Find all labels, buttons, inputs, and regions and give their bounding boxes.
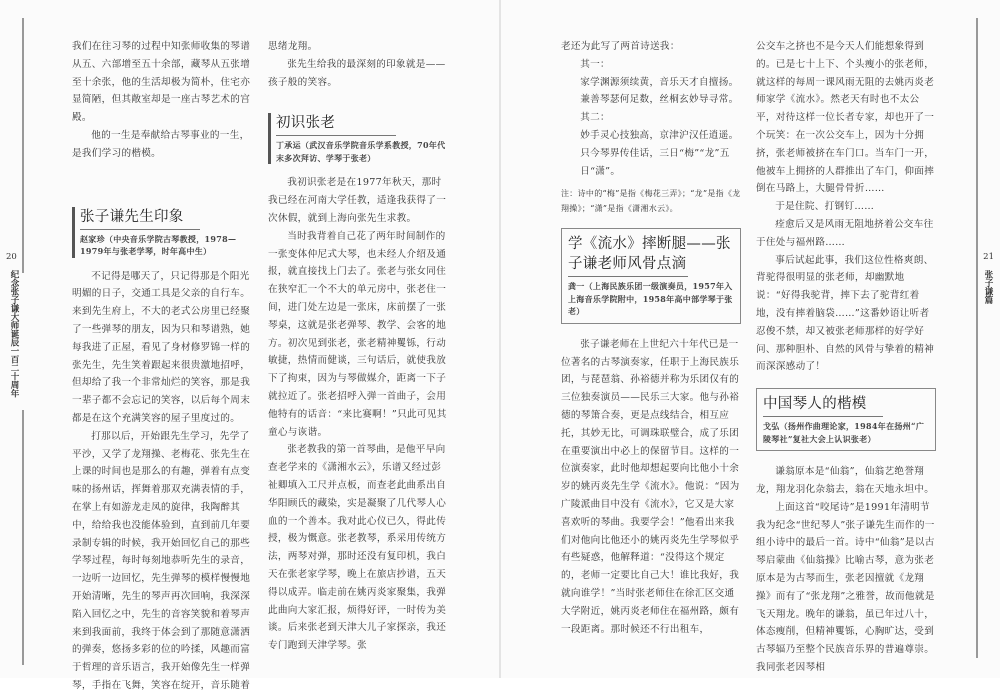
paragraph: 痊愈后又是风雨无阻地挤着公交车往于住处与福州路……: [756, 218, 934, 248]
paragraph: 张先生给我的最深刻的印象就是——孩子般的笑容。: [268, 58, 446, 88]
section-heading: [561, 228, 741, 324]
section-heading: [756, 388, 936, 451]
page-number: 20: [6, 252, 17, 262]
paragraph: 打那以后，开始跟先生学习，先学了平沙，又学了龙翔操、老梅花、张先生在上课的时间也是那么的有趣，弹着有点变味的扬州话，挥舞着那双充满表情的手，在掌上有如游龙走凤的旋律，我陶醉其中，给给我也没能体验到，直到前几年要录制专辑的时候，我开始回忆自己的那些学琴过程，每时每刻地恭听先生的录音，一边听一边回忆，先生弹琴的模样慢慢地开始清晰，先生的琴声再次回响，我深深陷入回忆之中，先生的音容笑貌和着琴声来到我面前，我终于体会到了那随意潇洒的弹奏，悠扬多彩的位的吟揉，风趣而富于哲理的音乐语言，我开始像先生一样弹琴，手指在飞舞，笑容在绽开，音乐随着: [72, 430, 251, 691]
section-byline: 龚一（上海民族乐团一级演奏员，1957年入上海音乐学院附中，1958年高中部学琴于张老）: [568, 281, 733, 317]
paragraph: 事后试起此事，我们这位性格爽朗、背驼得很明显的张老师，却幽默地说：“好得我驼背，摔下去了驼背红着地，没有摔着脑袋……”这番妙语让听者忍俊不禁，却又被张老师那样的好学好问、那种胆朴、自然的风骨与挚着的精神而深深感动了！: [756, 254, 935, 373]
paragraph: 思绪龙翔。: [268, 41, 318, 52]
poem-label: 其一：: [580, 58, 610, 70]
section-byline: 赵家珍（中央音乐学院古琴教授，1978—1979年与张老学琴，时年高中生）: [80, 233, 237, 257]
paragraph: 他的一生是奉献给古琴事业的一生，是我们学习的楷模。: [72, 129, 250, 159]
section-title: 初识张老: [276, 113, 448, 136]
running-title: 纪念张子谦大师诞辰一百二十周年: [9, 270, 19, 398]
left-column-2: [268, 38, 448, 655]
paragraph: 张子谦老师在上世纪六十年代已是一位著名的古琴演奏家，任职于上海民族乐团，与琵琶翁、孙裕德并称为乐团仅有的三位独奏演员——民乐三大家。他与孙裕德的琴箫合奏，更是点线结合，相互应托，其妙无比，可调珠联璧合，成了乐团在重要演出中必上的保留节目。这样的一位演奏家，此时他却想起要向比他小十余岁的姚丙炎先生学《流水》。他说：“因为广陵派曲目中没有《流水》，它又是大家喜欢听的琴曲。我要学会！”他看出来我们对他向比他还小的姚丙炎先生学琴似乎有些疑惑，他解释道：“没得这个规定的，老师一定要比自己大！谁比我好，我就向谁学！”当时张老师住在徐汇区交通大学附近，姚丙炎老师住在福州路，颇有一段距离。那时候还不行出租车，: [561, 338, 740, 635]
right-page: [501, 0, 1000, 678]
section-byline: 戈弘（扬州作曲理论家，1984年在扬州“广陵琴社”复社大会上认识张老）: [763, 421, 925, 444]
poem-note: 注：诗中的“梅”是指《梅花三弄》；“龙”是指《龙翔操》；“潇”是指《潇湘水云》。: [561, 189, 741, 214]
section-bar: [72, 207, 252, 258]
paragraph: 当时我背着自己花了两年时间制作的一张变体仲尼式大琴，也未经人介绍及通报，就直接找上门去了。张老与张女同住在狭窄汇一个不大的单元房中，张老住一间，进门处左边是一张床，床前摆了一张琴桌，这就是张老弹琴、教学、会客的地方。初次见到张老，张老精神矍铄，行动敏捷，热情而健谈，三句话后，就使我放下了拘束，因为与琴做媒介，距离一下子就拉近了。张老招呼入弹一首曲子，会用他特有的话音：“来比赛啊！”只此可见其童心与诙谐。: [268, 230, 447, 438]
section-byline: 丁承运（武汉音乐学院音乐学系教授，70年代末多次拜访、学琴于张老）: [276, 140, 446, 163]
paragraph: 不记得是哪天了，只记得那是个阳光明媚的日子，交通工具是父亲的自行车。来到先生府上，不大的老式公房里已经聚了一些弹琴的朋友，因为只和琴谱熟，她每我进了正屋，看见了身材修罗锦一样的张先生，先生笑着跟起来很贵激地招呼，但却给了我一个非常灿烂的笑容，那是我一辈子都不会忘记的笑容，以后每个周末都是在这个充满笑容的屋子里度过的。: [72, 270, 251, 424]
paragraph: 我初识张老是在1977年秋天，那时我已经在河南大学任教，适逢我获得了一次休假，就到上海向张先生求教。: [268, 177, 447, 224]
section-title: 学《流水》摔断腿——张子谦老师风骨点滴: [568, 234, 734, 277]
paragraph: 于是住院、打钢钉……: [775, 201, 875, 213]
running-title: 张子谦篇: [983, 270, 993, 304]
paragraph: 张老教我的第一首琴曲，是他平早向查老学来的《潇湘水云》，乐谱又经过彭祉卿填入工尺并点板，而查老此曲系出自华阳顾氏的藏染，实是凝聚了几代琴人心血的一个善本。我对此心仪已久，得此传授，极为慨意。张老教琴，系采用传统方法，两琴对弹，那时还没有复印机，我白天在张老家学琴，晚上在旅店抄谱，五天得以成弄。临走前在姚丙炎家聚集，我弹此曲向大家汇报，烦得好评，一时传为美谈。后来张老到天津大儿子家探亲，我还专门跑到天津学琴。张: [268, 444, 447, 652]
section-heading: [268, 113, 448, 164]
left-page: [0, 0, 499, 691]
page-number: 21: [983, 252, 994, 262]
section-bar: [268, 113, 448, 164]
poem-text: 妙手灵心技独高，京津沪汉任逍遥。只今琴界传佳话，三日“梅”“龙”五日“潇”。: [580, 129, 739, 177]
left-column-1: [72, 38, 252, 695]
section-heading: [72, 207, 252, 258]
paragraph: 上面这首“咬尾诗”是1991年清明节我为纪念“世纪琴人”张子谦先生而作的一组小诗中的最后一首。诗中“仙翁”是以古琴启蒙曲《仙翁操》比喻古琴，意为张老原本是为古琴而生，张老因擅就《龙翔操》而有了“张龙翔”之雅誉，故而他就是飞天翔龙。晚年的谦翁，虽已年过八十，体态瘦削，但精神矍铄，心胸旷达，受到古琴辐乃至整个民族音乐界的普遍尊崇。我同张老因琴相: [756, 501, 935, 673]
right-column-1: [561, 38, 741, 638]
section-title: 张子谦先生印象: [80, 207, 252, 230]
paragraph: 公交车之挤也不是今天人们能想象得到的。已是七十上下、个头瘦小的张老师，就这样的每周一课风雨无阻的去姚丙炎老师家学《流水》。然老天有时也不太公平，对待这样一位长者专家，却也开了一个玩笑：在一次公交车上，因为十分拥挤，张老师被挤在车门口。当车门一开，他被车上拥挤的人群推出了车门，仰面摔倒在马路上，大腿骨骨折……: [756, 41, 935, 195]
section-title: 中国琴人的楷模: [763, 394, 929, 417]
paragraph: 老还为此写了两首诗送我：: [561, 41, 680, 52]
poem-label: 其二：: [580, 112, 610, 124]
poem-text: 家学渊源须续黄，音乐天才自擅扬。兼善琴瑟何足数，丝桐玄妙导寻常。: [580, 76, 739, 106]
paragraph: 谦翁原本是“仙翁”，仙翁艺绝誉翔龙，翔龙羽化杂翁去，翁在天地永坦中。: [756, 466, 935, 495]
paragraph: 我们在往习琴的过程中知张师收集的琴谱从五、六部增至五十余部，藏琴从五张增至十余张，他的生活却极为简朴，住宅亦显简陋，但其敞室却是一座古琴艺术的宫殿。: [72, 41, 251, 124]
right-column-2: [756, 38, 936, 677]
